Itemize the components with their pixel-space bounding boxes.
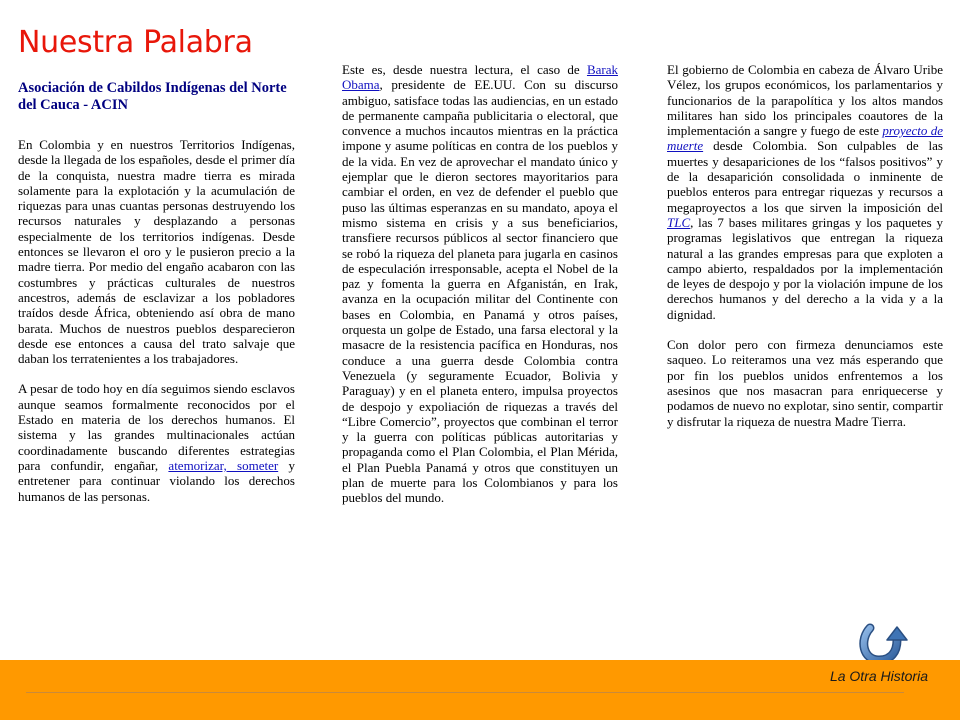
text-run: El gobierno de Colombia en cabeza de Álvaro Uribe Vélez, los grupos económicos, los parlamentarios y funcionarios de la parapolítica y los altos mandos militares han sido los principales coautores de la implementación a sangre y fuego de este [667, 62, 943, 139]
footer-divider [26, 692, 904, 693]
link-tlc[interactable]: TLC [667, 214, 691, 230]
link-barak-obama[interactable]: Barak Obama [342, 62, 618, 93]
text-column-3 [667, 62, 943, 444]
footer-bar [0, 660, 960, 720]
text-column-2 [342, 62, 618, 521]
paragraph [18, 381, 295, 503]
page-subtitle: Asociación de Cabildos Indígenas del Norte del Cauca - ACIN [18, 80, 287, 113]
paragraph [342, 62, 618, 506]
link-atemorizar-someter[interactable]: atemorizar, someter [168, 457, 279, 473]
paragraph [667, 62, 943, 322]
text-run: , presidente de EE.UU. Con su discurso ambiguo, satisface todas las audiencias, en un estado de permanente campaña publicitaria o electoral, que convence a muchos incautos mientras en la práctica impone y asume políticas en contra de los pueblos y de la vida. En vez de aprovechar el mandato único y ejemplar que le dieron sectores mayoritarios para cambiar el orden, en vez de defender el pueblo que puso las últimas esperanzas en su mandato, apoya el mismo sistema en crisis y a sus beneficiarios, transfiere recursos públicos al sector financiero que se robó la riqueza del planeta para jugarla en casinos de especulación irresponsable, acepta el Nobel de la paz y fomenta la guerra en Afganistán, en Irak, avanza en la ocupación militar del Continente con bases en Colombia, en Panamá y otros países, orquesta un golpe de Estado, una farsa electoral y la masacre de la resistencia pacífica en Honduras, nos conduce a una guerra desde Colombia contra Venezuela (y seguramente Ecuador, Bolivia y Paraguay) y en el planeta entero, impulsa proyectos de despojo y expoliación de riquezas a través del “Libre Comercio”, proyectos que combinan el terror y la guerra con políticas públicas autoritarias y propaganda como el Plan Colombia, el Plan Mérida, el Plan Puebla Panamá y otros que constituyen un plan de muerte para los Colombianos y para los pueblos del mundo. [342, 77, 618, 506]
text-column-1 [18, 137, 295, 519]
paragraph: Con dolor pero con firmeza denunciamos este saqueo. Lo reiteramos una vez más esperando que por fin los pueblos unidos enfrentemos a los asesinos que nos masacran para enriquecerse y podamos de nuevo no explotar, sino sentir, compartir y disfrutar la riqueza de nuestra Madre Tierra. [667, 337, 943, 429]
text-run: A pesar de todo hoy en día seguimos siendo esclavos aunque seamos formalmente reconocidos por el Estado en materia de los derechos humanos. El sistema y las grandes multinacionales actúan coordinadamente buscando diferentes estrategias para confundir, engañar, [18, 381, 295, 473]
text-run: y entretener para continuar violando los derechos humanos de las personas. [18, 457, 295, 504]
text-run: Este es, desde nuestra lectura, el caso de [342, 62, 587, 77]
text-run: desde Colombia. Son culpables de las muertes y desapariciones de los “falsos positivos” y de la desaparición consolidada o inminente de pueblos enteros para entregar riquezas y recursos a megaproyectos a los que sirven la imposición del [667, 138, 943, 215]
link-proyecto-de-muerte[interactable]: proyecto de muerte [667, 123, 943, 154]
footer-text: La Otra Historia [829, 668, 928, 684]
paragraph: En Colombia y en nuestros Territorios Indígenas, desde la llegada de los españoles, desde el primer día de la conquista, nuestra madre tierra es mirada solamente para la explotación y la acumulación de riquezas para unas cuantas personas destruyendo los recursos naturales y desplazando a personas especialmente de los territorios indígenas. Desde entonces se llevaron el oro y le pusieron precio a la madre tierra. Por medio del engaño acabaron con las costumbres y prácticas culturales de nuestros ancestros, además de esclavizar a los pobladores traídos desde África, obteniendo así obra de mano barata. Muchos de nuestros pueblos desparecieron desde ese entonces a causa del trato salvaje que daban los terratenientes a los trabajadores. [18, 137, 295, 367]
text-run: , las 7 bases militares gringas y los paquetes y programas legislativos que entregan la riqueza natural a las grandes empresas para que exploten a campo abierto, respaldados por la implementación de leyes de despojo y por la violación impune de los derechos humanos y del derecho a la vida y a la dignidad. [667, 214, 943, 322]
page-title: Nuestra Palabra [18, 25, 253, 60]
